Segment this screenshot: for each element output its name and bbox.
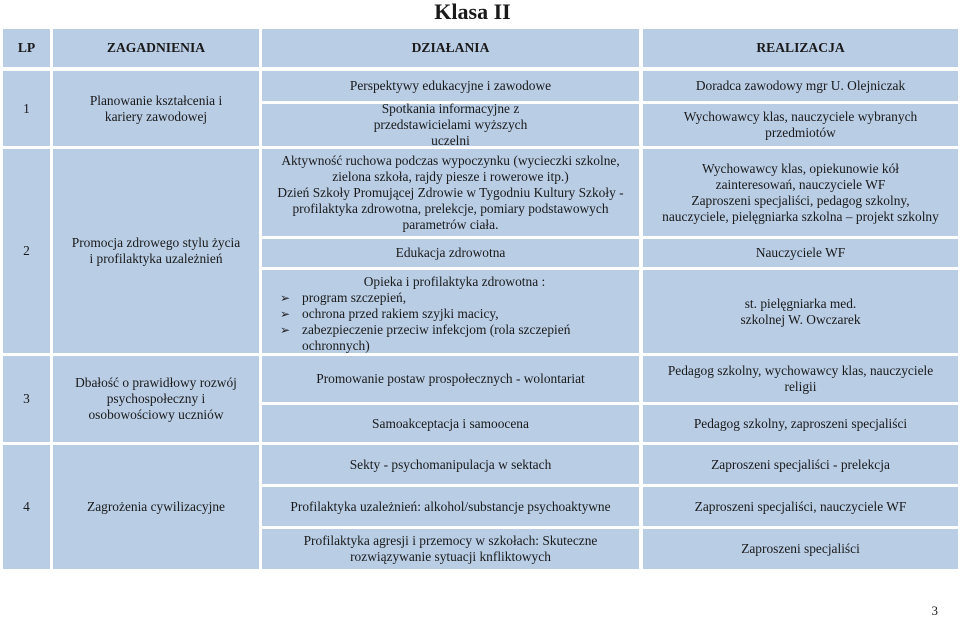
row-1-zagadnienie: Planowanie kształcenia i kariery zawodowej: [53, 71, 259, 146]
dzialanie-profilaktyka-uzaleznien: Profilaktyka uzależnień: alkohol/substancje psychoaktywne: [262, 487, 639, 526]
dzialanie-wolontariat: Promowanie postaw prospołecznych - wolontariat: [262, 356, 639, 402]
row-4-lp: 4: [3, 445, 50, 569]
dzialanie-perspektywy: Perspektywy edukacyjne i zawodowe: [262, 71, 639, 101]
realizacja-wychowawcy-specjalisci: [643, 149, 958, 236]
realizacja-pielegniarka: st. pielęgniarka med. szkolnej W. Owczarek: [643, 270, 958, 353]
realizacja-doradca: Doradca zawodowy mgr U. Olejniczak: [643, 71, 958, 101]
row-1-lp: 1: [3, 71, 50, 146]
page-number: 3: [931, 603, 938, 618]
realizacja-nauczyciele-wf: Nauczyciele WF: [643, 239, 958, 267]
realizacja-zaproszeni-pedagog: Zaproszeni specjaliści, pedagog szkolny, nauczyciele, pielęgniarka szkolna – projekt szkolny: [662, 192, 939, 224]
list-item: ➢ ochrona przed rakiem szyjki macicy,: [280, 306, 499, 321]
opieka-heading: Opieka i profilaktyka zdrowotna :: [363, 274, 546, 289]
realizacja-prelekcja: Zaproszeni specjaliści - prelekcja: [643, 445, 958, 484]
row-2-zagadnienie: Promocja zdrowego stylu życia i profilaktyka uzależnień: [53, 149, 259, 353]
dzialanie-spotkania: Spotkania informacyjne z przedstawicielami wyższych uczelni: [262, 104, 639, 146]
dzialanie-profilaktyka-agresji: Profilaktyka agresji i przemocy w szkołach: Skuteczne rozwiązywanie sytuacji knfliktowych: [262, 529, 639, 569]
list-item: ➢ zabezpieczenie przeciw infekcjom (rola szczepień ochronnych): [280, 322, 571, 353]
realizacja-pedagog-wychowawcy: Pedagog szkolny, wychowawcy klas, nauczyciele religii: [643, 356, 958, 402]
dzialanie-samoakceptacja: Samoakceptacja i samoocena: [262, 405, 639, 442]
dzialanie-sekty: Sekty - psychomanipulacja w sektach: [262, 445, 639, 484]
row-4-zagadnienie: Zagrożenia cywilizacyjne: [53, 445, 259, 569]
opieka-list: [280, 290, 629, 354]
realizacja-pedagog-specjalisci: Pedagog szkolny, zaproszeni specjaliści: [643, 405, 958, 442]
dzialanie-opieka-profilaktyka: [262, 270, 639, 353]
dzialanie-aktywnosc-i-dzien-szkoly: [262, 149, 639, 236]
realizacja-wychowawcy-wybranych: Wychowawcy klas, nauczyciele wybranych przedmiotów: [643, 104, 958, 146]
row-2-lp: 2: [3, 149, 50, 353]
dzialanie-aktywnosc: Aktywność ruchowa podczas wypoczynku (wycieczki szkolne, zielona szkoła, rajdy piesze i rowerowe itp.): [281, 152, 620, 184]
arrowhead-bullet-icon: ➢: [280, 323, 291, 337]
page-title: Klasa II: [434, 0, 511, 24]
list-item: ➢ program szczepień,: [280, 290, 407, 305]
realizacja-wychowawcy-opiekunowie: Wychowawcy klas, opiekunowie kół zainteresowań, nauczyciele WF: [701, 160, 900, 192]
arrowhead-bullet-icon: ➢: [280, 307, 291, 321]
row-3-zagadnienie: Dbałość o prawidłowy rozwój psychospołeczny i osobowościowy uczniów: [53, 356, 259, 442]
dzialanie-dzien-szkoly: Dzień Szkoły Promującej Zdrowie w Tygodniu Kultury Szkoły - profilaktyka zdrowotna, prelekcje, pomiary podstawowych parametrów ciała.: [277, 184, 624, 232]
realizacja-zaproszeni-specjalisci: Zaproszeni specjaliści: [643, 529, 958, 569]
realizacja-specjalisci-wf: Zaproszeni specjaliści, nauczyciele WF: [643, 487, 958, 526]
arrowhead-bullet-icon: ➢: [280, 291, 291, 305]
header-zagadnienia: ZAGADNIENIA: [53, 29, 259, 67]
row-3-lp: 3: [3, 356, 50, 442]
header-lp: LP: [3, 29, 50, 67]
dzialanie-edukacja-zdrowotna: Edukacja zdrowotna: [262, 239, 639, 267]
header-realizacja: REALIZACJA: [643, 29, 958, 67]
header-dzialania: DZIAŁANIA: [262, 29, 639, 67]
